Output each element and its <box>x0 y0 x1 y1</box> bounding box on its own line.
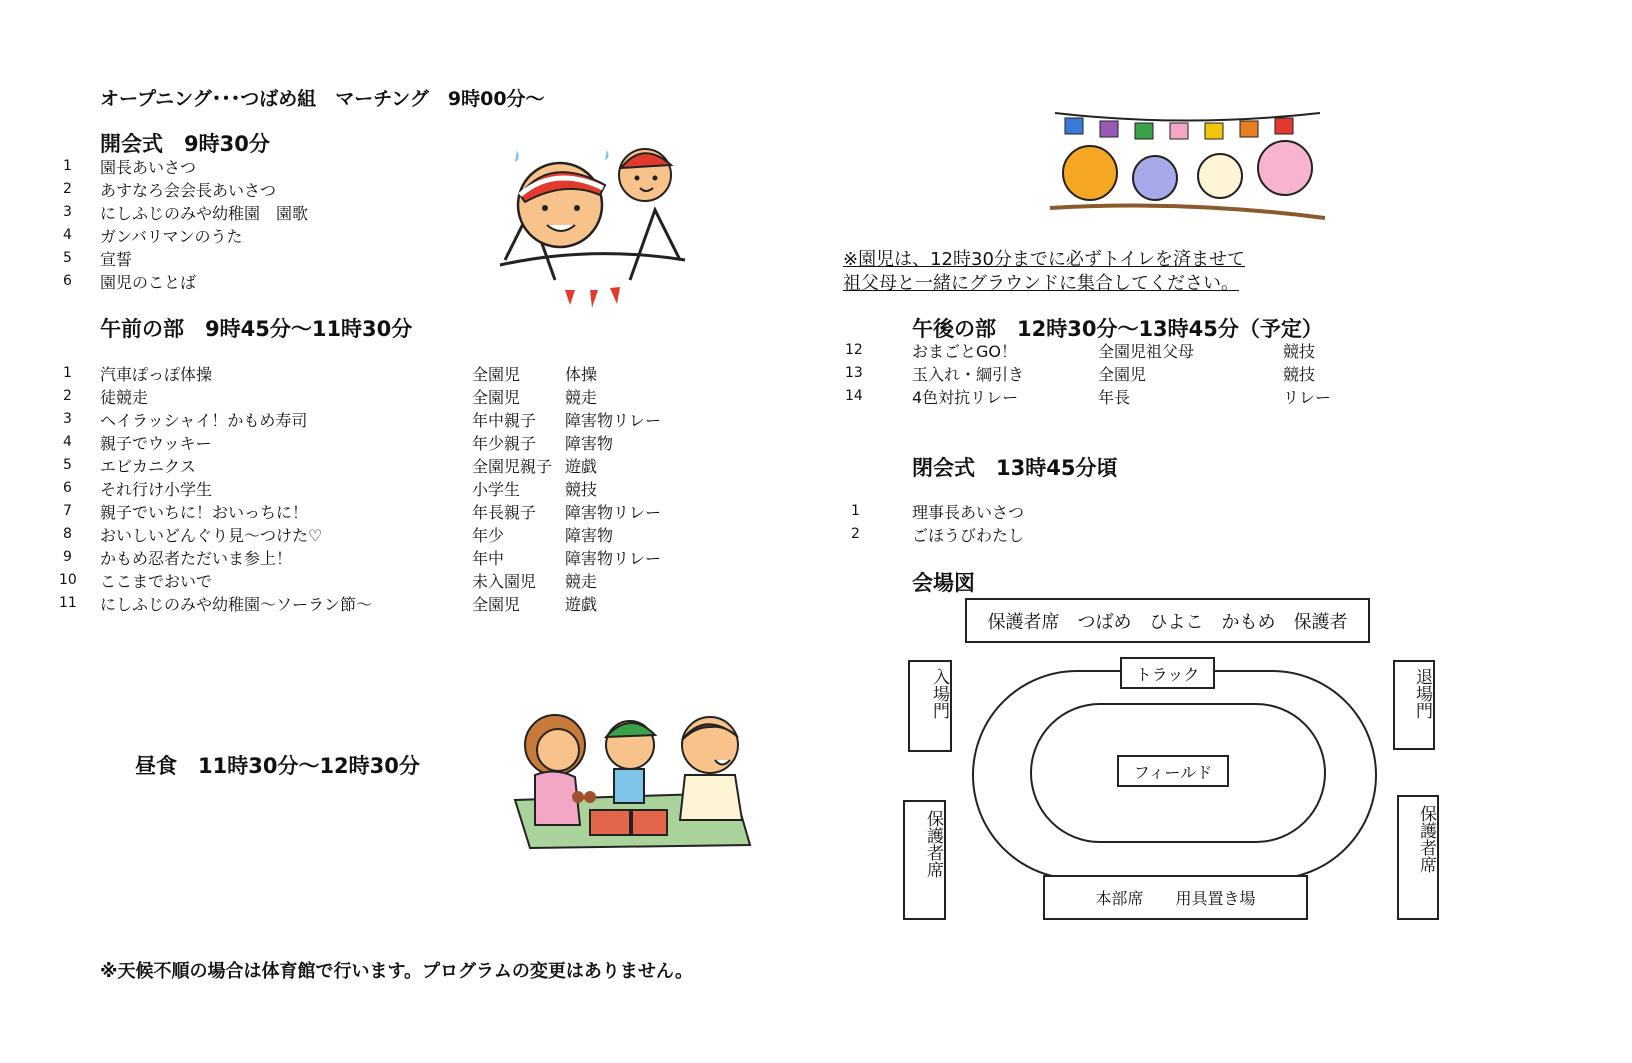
table-cell-type: 障害物リレー <box>565 411 662 430</box>
table-row-number: 3 <box>63 411 72 427</box>
table-cell-program: エビカニクス <box>100 457 196 476</box>
table-cell-type: リレー <box>1283 388 1332 407</box>
table-cell-participants: 全園児 <box>472 388 521 407</box>
list-item: 宣誓 <box>100 250 133 269</box>
list-item-number: 4 <box>63 227 72 243</box>
morning-title: 午前の部 9時45分～11時30分 <box>100 317 413 341</box>
list-item: にしふじのみや幼稚園 園歌 <box>100 204 309 223</box>
table-row-number: 8 <box>63 526 72 542</box>
table-cell-program: かもめ忍者ただいま参上！ <box>100 549 293 568</box>
table-cell-program: 4色対抗リレー <box>912 388 1019 407</box>
table-row-number: 5 <box>63 457 72 473</box>
table-row-number: 4 <box>63 434 72 450</box>
table-row-number: 1 <box>63 365 72 381</box>
list-item-number: 2 <box>851 526 860 542</box>
list-item: ガンバリマンのうた <box>100 227 243 246</box>
table-cell-program: にしふじのみや幼稚園～ソーラン節～ <box>100 595 373 614</box>
table-cell-participants: 年少 <box>472 526 505 545</box>
guardian-seats-left-label: 保護者席 <box>923 810 943 878</box>
table-row-number: 13 <box>845 365 863 381</box>
opening-line: オープニング･･･つばめ組 マーチング 9時00分～ <box>100 88 545 110</box>
table-cell-type: 体操 <box>565 365 598 384</box>
table-cell-participants: 全園児 <box>472 595 521 614</box>
table-cell-program: 玉入れ・綱引き <box>912 365 1025 384</box>
guardian-seats-right-label: 保護者席 <box>1416 805 1436 873</box>
table-row-number: 7 <box>63 503 72 519</box>
list-item: ごほうびわたし <box>912 526 1025 545</box>
toilet-note-line1: ※園児は、12時30分までに必ずトイレを済ませて <box>843 249 1245 270</box>
table-cell-program: おいしいどんぐり見～つけた♡ <box>100 526 323 545</box>
list-item: 園長あいさつ <box>100 158 197 177</box>
table-row-number: 10 <box>59 572 77 588</box>
table-cell-program: それ行け小学生 <box>100 480 213 499</box>
field-label-box: フィールド <box>1117 755 1229 787</box>
table-cell-program: ここまでおいで <box>100 572 213 591</box>
table-cell-type: 競技 <box>1283 342 1316 361</box>
table-row-number: 2 <box>63 388 72 404</box>
table-cell-program: おまごとGO！ <box>912 342 1017 361</box>
table-cell-type: 障害物 <box>565 526 614 545</box>
table-cell-type: 障害物リレー <box>565 549 662 568</box>
table-cell-participants: 全園児祖父母 <box>1098 342 1195 361</box>
list-item: 園児のことば <box>100 273 197 292</box>
exit-gate-box <box>1393 660 1435 750</box>
table-cell-program: 親子でいちに！おいっちに！ <box>100 503 309 522</box>
list-item-number: 1 <box>63 158 72 174</box>
table-row-number: 14 <box>845 388 863 404</box>
guardian-seats-right-box <box>1397 795 1439 920</box>
list-item-number: 2 <box>63 181 72 197</box>
table-cell-participants: 年長親子 <box>472 503 537 522</box>
table-cell-program: 汽車ぽっぽ体操 <box>100 365 213 384</box>
table-cell-type: 競技 <box>1283 365 1316 384</box>
guardian-seats-top-box: 保護者席 つばめ ひよこ かもめ 保護者 <box>965 598 1370 643</box>
list-item-number: 6 <box>63 273 72 289</box>
table-row-number: 9 <box>63 549 72 565</box>
table-cell-participants: 年少親子 <box>472 434 537 453</box>
table-cell-participants: 全園児 <box>472 365 521 384</box>
list-item: あすなろ会会長あいさつ <box>100 181 277 200</box>
tug-of-war-animals-illustration <box>1050 108 1325 228</box>
toilet-note-line2: 祖父母と一緒にグラウンドに集合してください。 <box>843 273 1239 294</box>
family-picnic-illustration <box>510 705 755 850</box>
list-item: 理事長あいさつ <box>912 503 1025 522</box>
table-cell-type: 競走 <box>565 572 598 591</box>
headquarters-equipment-box: 本部席 用具置き場 <box>1043 875 1308 920</box>
list-item-number: 5 <box>63 250 72 266</box>
table-cell-participants: 年長 <box>1098 388 1131 407</box>
table-row-number: 12 <box>845 342 863 358</box>
table-cell-program: 徒競走 <box>100 388 149 407</box>
closing-ceremony-title: 閉会式 13時45分頃 <box>912 456 1118 480</box>
table-cell-program: 親子でウッキー <box>100 434 212 453</box>
table-cell-participants: 全園児 <box>1098 365 1147 384</box>
table-cell-participants: 未入園児 <box>472 572 537 591</box>
track-label-box: トラック <box>1120 657 1215 689</box>
table-cell-participants: 年中親子 <box>472 411 537 430</box>
afternoon-title: 午後の部 12時30分～13時45分（予定） <box>912 317 1323 341</box>
opening-ceremony-title: 開会式 9時30分 <box>100 132 270 156</box>
table-cell-participants: 全園児親子 <box>472 457 553 476</box>
table-cell-participants: 年中 <box>472 549 505 568</box>
table-cell-type: 競走 <box>565 388 598 407</box>
running-kids-illustration <box>495 140 690 310</box>
table-cell-type: 遊戯 <box>565 595 598 614</box>
exit-gate-label: 退場門 <box>1412 668 1432 719</box>
entrance-gate-box <box>908 660 952 752</box>
lunch-title: 昼食 11時30分～12時30分 <box>135 754 420 778</box>
table-cell-type: 競技 <box>565 480 598 499</box>
table-cell-participants: 小学生 <box>472 480 521 499</box>
table-cell-type: 遊戯 <box>565 457 598 476</box>
table-cell-program: ヘイラッシャイ！かもめ寿司 <box>100 411 308 430</box>
list-item-number: 3 <box>63 204 72 220</box>
table-cell-type: 障害物リレー <box>565 503 662 522</box>
guardian-seats-left-box <box>903 800 946 920</box>
footer-note: ※天候不順の場合は体育館で行います。プログラムの変更はありません。 <box>100 961 693 982</box>
venue-map-title: 会場図 <box>912 571 975 595</box>
entrance-gate-label: 入場門 <box>929 668 949 719</box>
list-item-number: 1 <box>851 503 860 519</box>
table-row-number: 11 <box>59 595 77 611</box>
table-row-number: 6 <box>63 480 72 496</box>
table-cell-type: 障害物 <box>565 434 614 453</box>
